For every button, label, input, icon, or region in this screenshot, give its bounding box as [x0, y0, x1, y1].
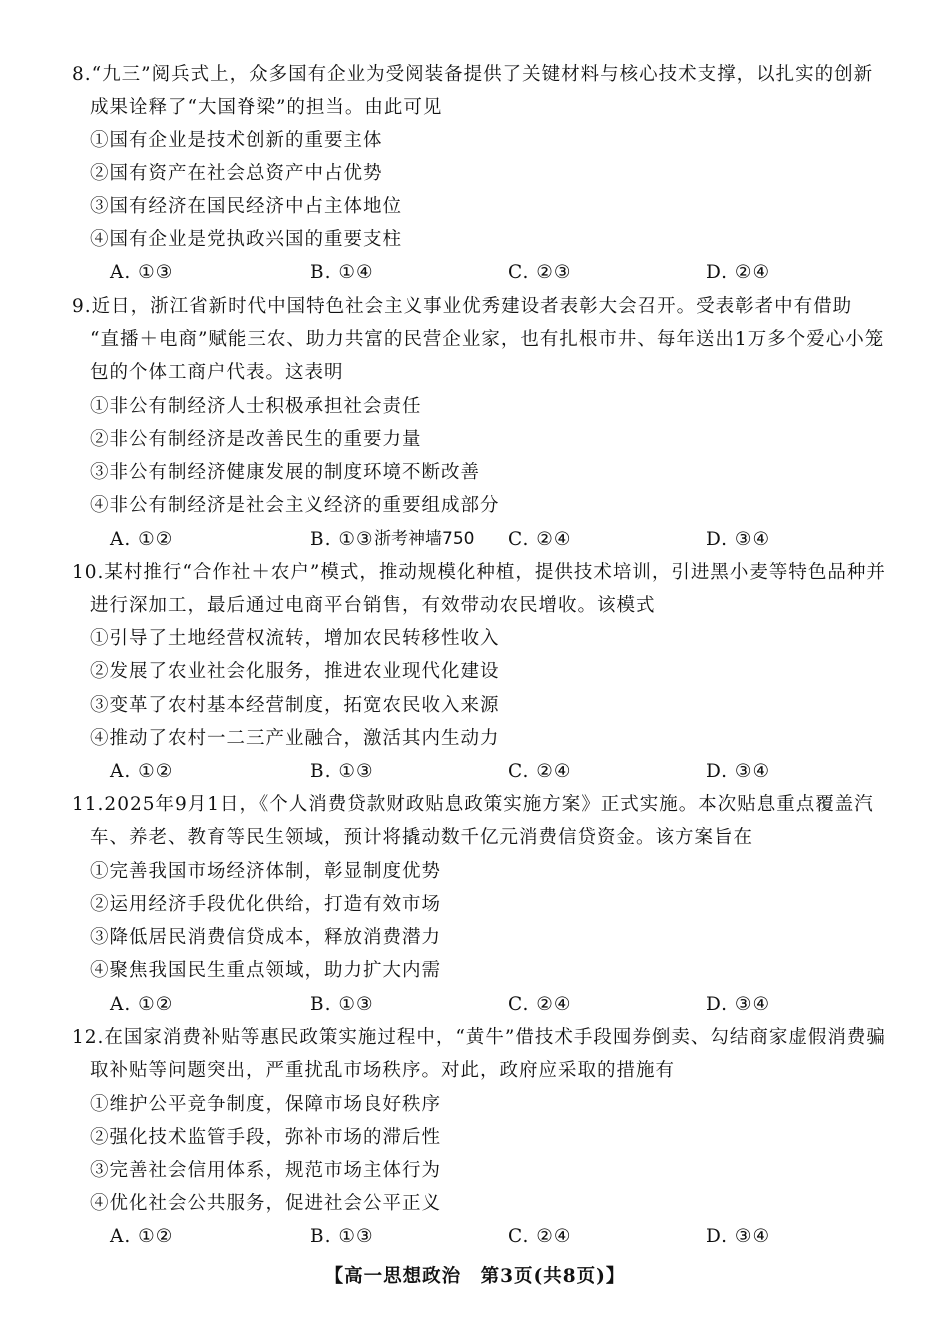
option-1: ①完善我国市场经济体制，彰显制度优势 [90, 861, 442, 882]
option-1: ①维护公平竞争制度，保障市场良好秩序 [90, 1094, 442, 1115]
choice-b: B. ①③ [310, 529, 374, 550]
choice-a: A. ①② [110, 529, 174, 550]
option-4: ④推动了农村一二三产业融合，激活其内生动力 [90, 728, 500, 749]
option-3: ③非公有制经济健康发展的制度环境不断改善 [90, 462, 481, 483]
question-stem [72, 290, 892, 389]
choice-c: C. ②④ [508, 761, 572, 782]
stem-line: 车、养老、教育等民生领域，预计将撬动数千亿元消费信贷资金。该方案旨在 [90, 827, 754, 848]
option-2: ②非公有制经济是改善民生的重要力量 [90, 429, 422, 450]
option-3: ③变革了农村基本经营制度，拓宽农民收入来源 [90, 695, 500, 716]
option-4: ④非公有制经济是社会主义经济的重要组成部分 [90, 495, 500, 516]
choice-d: D. ③④ [706, 761, 771, 782]
answer-choices [0, 755, 950, 788]
choice-b: B. ①④ [310, 262, 374, 283]
choice-b: B. ①③ [310, 761, 374, 782]
watermark-text: 浙考神墙750 [374, 529, 475, 549]
option-2: ②强化技术监管手段，弥补市场的滞后性 [90, 1127, 442, 1148]
stem-line: 进行深加工，最后通过电商平台销售，有效带动农民增收。该模式 [90, 595, 656, 616]
choice-d: D. ③④ [706, 994, 771, 1015]
choice-c: C. ②④ [508, 529, 572, 550]
question-stem [72, 58, 892, 124]
choice-d: D. ③④ [706, 529, 771, 550]
stem-line: 11.2025年9月1日，《个人消费贷款财政贴息政策实施方案》正式实施。本次贴息重点覆盖汽 [72, 794, 874, 815]
stem-line: 8.“九三”阅兵式上，众多国有企业为受阅装备提供了关键材料与核心技术支撑，以扎实的创新 [72, 64, 874, 85]
choice-a: A. ①② [110, 1226, 174, 1247]
answer-choices [0, 1220, 950, 1253]
stem-line: 取补贴等问题突出，严重扰乱市场秩序。对此，政府应采取的措施有 [90, 1060, 676, 1081]
page-footer: 【高一思想政治 第3页(共8页)】 [324, 1266, 626, 1287]
stem-line: 成果诠释了“大国脊梁”的担当。由此可见 [90, 97, 443, 118]
option-2: ②国有资产在社会总资产中占优势 [90, 163, 383, 184]
stem-line: 12.在国家消费补贴等惠民政策实施过程中，“黄牛”借技术手段囤券倒卖、勾结商家虚假消费骗 [72, 1027, 886, 1048]
option-4: ④优化社会公共服务，促进社会公平正义 [90, 1193, 442, 1214]
question-stem [72, 1021, 892, 1087]
choice-c: C. ②③ [508, 262, 572, 283]
stem-line: “直播＋电商”赋能三农、助力共富的民营企业家，也有扎根市井、每年送出1万多个爱心小笼 [90, 329, 885, 350]
option-4: ④聚焦我国民生重点领域，助力扩大内需 [90, 960, 442, 981]
choice-a: A. ①③ [110, 262, 174, 283]
question-stem [72, 556, 892, 622]
choice-a: A. ①② [110, 761, 174, 782]
choice-d: D. ③④ [706, 1226, 771, 1247]
answer-choices [0, 523, 950, 556]
choice-c: C. ②④ [508, 1226, 572, 1247]
option-1: ①国有企业是技术创新的重要主体 [90, 130, 383, 151]
stem-line: 10.某村推行“合作社＋农户”模式，推动规模化种植，提供技术培训，引进黑小麦等特色品种并 [72, 562, 886, 583]
option-3: ③完善社会信用体系，规范市场主体行为 [90, 1160, 442, 1181]
choice-d: D. ②④ [706, 262, 771, 283]
option-2: ②运用经济手段优化供给，打造有效市场 [90, 894, 442, 915]
choice-a: A. ①② [110, 994, 174, 1015]
stem-line: 包的个体工商户代表。这表明 [90, 362, 344, 383]
choice-b: B. ①③ [310, 994, 374, 1015]
option-3: ③降低居民消费信贷成本，释放消费潜力 [90, 927, 442, 948]
question-stem [72, 788, 892, 854]
stem-line: 9.近日，浙江省新时代中国特色社会主义事业优秀建设者表彰大会召开。受表彰者中有借助 [72, 296, 853, 317]
choice-c: C. ②④ [508, 994, 572, 1015]
option-2: ②发展了农业社会化服务，推进农业现代化建设 [90, 661, 500, 682]
option-1: ①非公有制经济人士积极承担社会责任 [90, 396, 422, 417]
option-4: ④国有企业是党执政兴国的重要支柱 [90, 229, 403, 250]
answer-choices [0, 256, 950, 289]
option-1: ①引导了土地经营权流转，增加农民转移性收入 [90, 628, 500, 649]
answer-choices [0, 988, 950, 1021]
choice-b: B. ①③ [310, 1226, 374, 1247]
option-3: ③国有经济在国民经济中占主体地位 [90, 196, 403, 217]
